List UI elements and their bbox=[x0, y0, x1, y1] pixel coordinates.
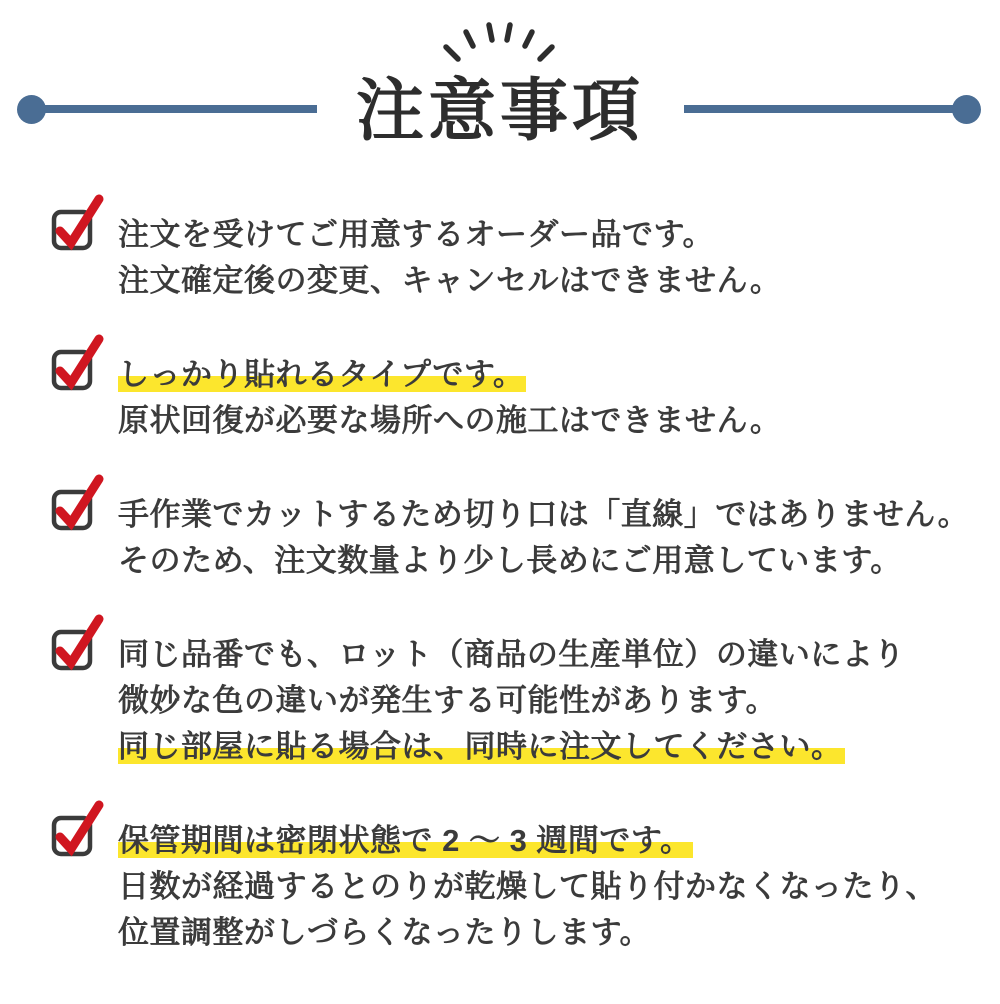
checklist-line bbox=[118, 818, 937, 864]
header bbox=[0, 0, 1000, 180]
checklist-line bbox=[118, 258, 781, 304]
checklist-item bbox=[50, 352, 980, 444]
text: 位置調整がしづらくなったりします。 bbox=[118, 915, 652, 950]
text: 注文を受けてご用意するオーダー品です。 bbox=[118, 217, 715, 252]
text: 手作業でカットするため切り口は「直線」ではありません。 bbox=[118, 497, 970, 532]
highlighted-text: しっかり貼れるタイプです。 bbox=[118, 357, 525, 392]
checklist-line bbox=[118, 352, 781, 398]
text: 微妙な色の違いが発生する可能性があります。 bbox=[118, 683, 778, 718]
checkbox-checked-icon bbox=[50, 798, 104, 856]
emphasis-rays-icon bbox=[430, 12, 570, 68]
checklist-line bbox=[118, 632, 905, 678]
checklist-line bbox=[118, 212, 781, 258]
checklist-item bbox=[50, 632, 980, 770]
checkbox-checked-icon bbox=[50, 612, 104, 670]
checkbox-checked-icon bbox=[50, 192, 104, 250]
highlighted-text: 同じ部屋に貼る場合は、同時に注文してください。 bbox=[118, 729, 843, 764]
checklist-item-text bbox=[118, 818, 937, 956]
text: そのため、注文数量より少し長めにご用意しています。 bbox=[118, 543, 902, 578]
page-title: 注意事項 bbox=[355, 73, 644, 149]
checklist-item-text bbox=[118, 492, 969, 584]
highlighted-text: 保管期間は密閉状態で 2 ～ 3 週間です。 bbox=[118, 823, 692, 858]
checkbox-checked-icon bbox=[50, 332, 104, 390]
checklist-item bbox=[50, 492, 980, 584]
text: 同じ品番でも、ロット（商品の生産単位）の違いにより bbox=[118, 637, 905, 672]
checklist-line bbox=[118, 492, 969, 538]
text: 原状回復が必要な場所への施工はできません。 bbox=[118, 403, 782, 438]
text: 注文確定後の変更、キャンセルはできません。 bbox=[118, 263, 782, 298]
checklist-item-text bbox=[118, 632, 905, 770]
checklist-line bbox=[118, 910, 937, 956]
checklist-line bbox=[118, 864, 937, 910]
checklist bbox=[50, 212, 980, 1004]
checkbox-checked-icon bbox=[50, 472, 104, 530]
checklist-line bbox=[118, 724, 905, 770]
checklist-item bbox=[50, 212, 980, 304]
checklist-line bbox=[118, 538, 969, 584]
checklist-item-text bbox=[118, 212, 781, 304]
text: 日数が経過するとのりが乾燥して貼り付かなくなったり、 bbox=[118, 869, 937, 904]
accent-rule-right bbox=[684, 105, 954, 113]
checklist-item-text bbox=[118, 352, 781, 444]
checklist-item bbox=[50, 818, 980, 956]
accent-dot-right bbox=[952, 95, 981, 124]
checklist-line bbox=[118, 398, 781, 444]
checklist-line bbox=[118, 678, 905, 724]
